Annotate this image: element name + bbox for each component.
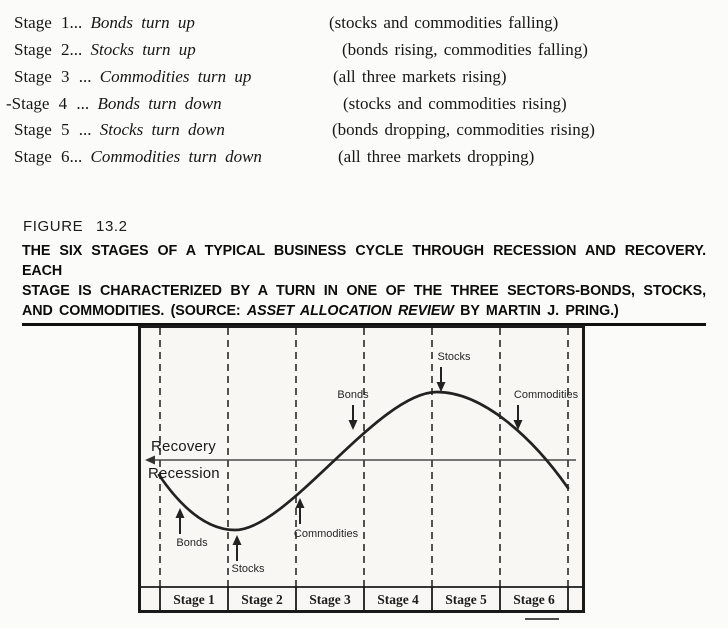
stage-number: Stage 6... bbox=[14, 147, 83, 166]
bonds-up-arrow bbox=[176, 508, 185, 534]
stage-list-row-2 bbox=[14, 39, 714, 63]
stage-number: Stage 1... bbox=[14, 13, 83, 32]
stage-3-cell-label: Stage 3 bbox=[309, 592, 351, 607]
commodities-top-label: Commodities bbox=[513, 389, 579, 401]
stage-5-cell-label: Stage 5 bbox=[445, 592, 487, 607]
stage-number: Stage 2... bbox=[14, 40, 83, 59]
commodities-bottom-label: Commodities bbox=[293, 528, 359, 540]
stage-2-cell-label: Stage 2 bbox=[241, 592, 283, 607]
caption-line-1: THE SIX STAGES OF A TYPICAL BUSINESS CYCLE THROUGH RECESSION AND RECOVERY. EACH bbox=[22, 243, 706, 279]
stage-4-cell-label: Stage 4 bbox=[377, 592, 419, 607]
stage-note: (all three markets rising) bbox=[333, 67, 507, 86]
caption-line-2: STAGE IS CHARACTERIZED BY A TURN IN ONE OF THE THREE SECTORS-BONDS, STOCKS, bbox=[22, 283, 706, 299]
stage-turn: Bonds turn up bbox=[90, 13, 195, 32]
stage-turn: Commodities turn up bbox=[99, 67, 252, 86]
business-cycle-chart bbox=[138, 325, 585, 613]
stage-number: Stage 5 ... bbox=[14, 120, 92, 139]
caption-line-3: AND COMMODITIES. (SOURCE: ASSET ALLOCATION REVIEW BY MARTIN J. PRING.) bbox=[22, 303, 619, 319]
stage-number: -Stage 4 ... bbox=[6, 94, 90, 113]
bonds-bottom-label: Bonds bbox=[176, 537, 208, 549]
figure-number-label: FIGURE 13.2 bbox=[23, 218, 128, 235]
stage-6-cell-label: Stage 6 bbox=[513, 592, 555, 607]
stage-list-row-6 bbox=[14, 146, 714, 170]
midline-left-arrowhead bbox=[145, 456, 155, 465]
stage-turn: Stocks turn up bbox=[90, 40, 196, 59]
stocks-top-label: Stocks bbox=[437, 351, 471, 363]
scan-mark-under-stage-6 bbox=[525, 618, 559, 620]
stage-turn: Commodities turn down bbox=[90, 147, 262, 166]
bonds-top-label: Bonds bbox=[337, 389, 369, 401]
stage-note: (all three markets dropping) bbox=[338, 147, 535, 166]
stage-note: (bonds rising, commodities falling) bbox=[342, 40, 588, 59]
stocks-up-arrow bbox=[233, 535, 242, 561]
figure-caption bbox=[22, 241, 706, 326]
stage-list-row-5 bbox=[14, 119, 714, 143]
stage-list-row-4 bbox=[6, 93, 706, 117]
stage-turn: Bonds turn down bbox=[97, 94, 222, 113]
caption-source-title: ASSET ALLOCATION REVIEW bbox=[246, 303, 454, 319]
stage-note: (stocks and commodities rising) bbox=[343, 94, 567, 113]
stocks-bottom-label: Stocks bbox=[231, 563, 265, 575]
stage-note: (bonds dropping, commodities rising) bbox=[332, 120, 595, 139]
stage-list-row-1 bbox=[14, 12, 714, 36]
bonds-down-arrow bbox=[349, 405, 358, 430]
stage-1-cell-label: Stage 1 bbox=[173, 592, 215, 607]
recession-recovery-midline bbox=[145, 456, 576, 465]
commodities-up-arrow bbox=[296, 498, 305, 524]
recession-label: Recession bbox=[148, 465, 220, 482]
recovery-label: Recovery bbox=[151, 438, 216, 455]
stage-number: Stage 3 ... bbox=[14, 67, 92, 86]
stage-list-row-3 bbox=[14, 66, 714, 90]
stocks-down-arrow bbox=[437, 367, 446, 392]
stage-note: (stocks and commodities falling) bbox=[329, 13, 559, 32]
stage-turn: Stocks turn down bbox=[99, 120, 225, 139]
